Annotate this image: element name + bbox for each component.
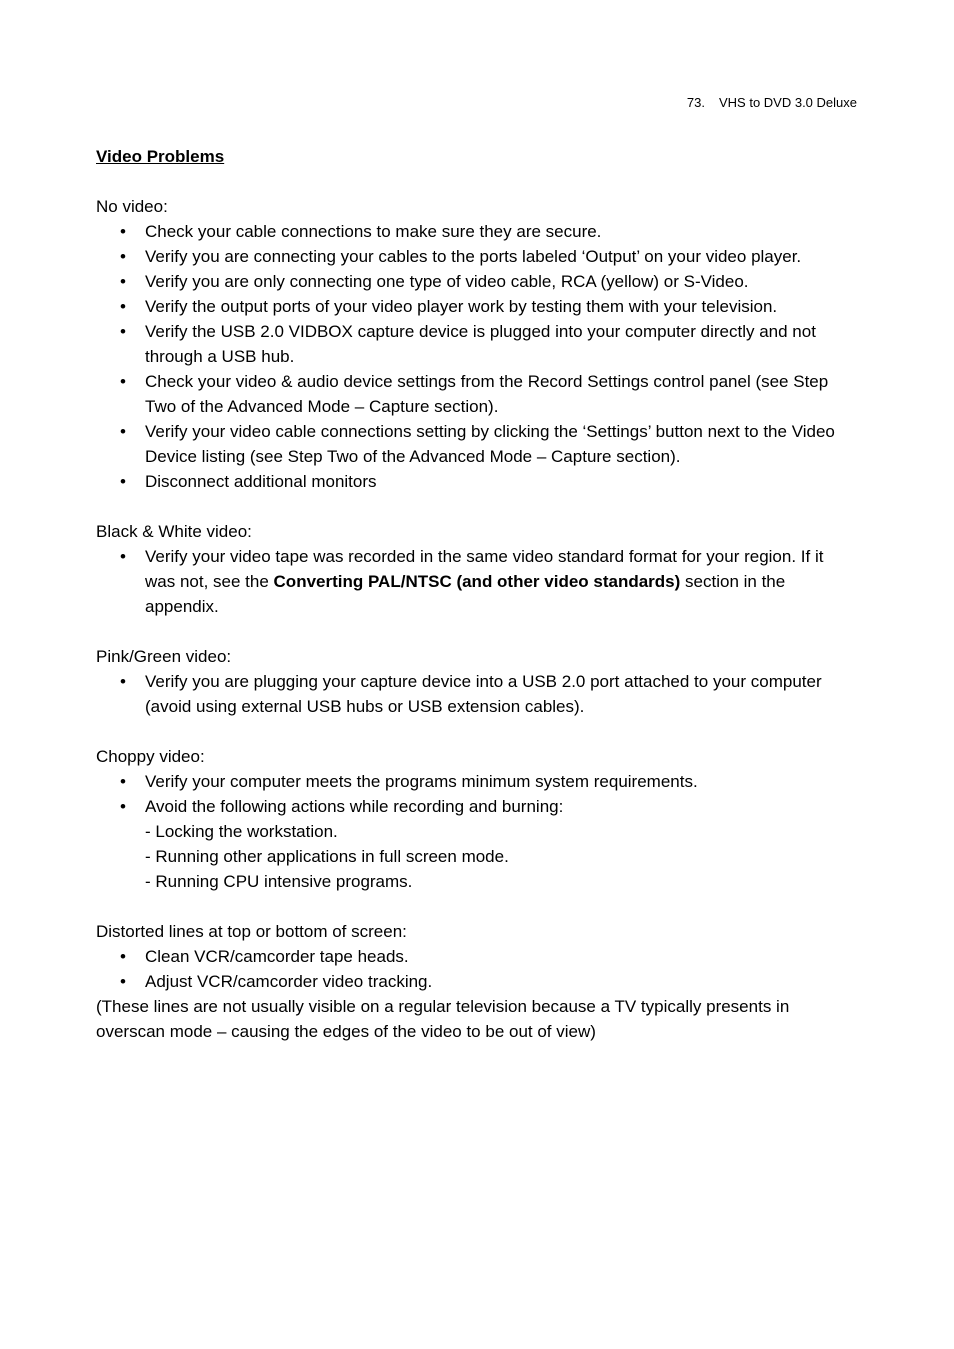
- page-content: [96, 144, 858, 1044]
- bullet-list: [96, 944, 858, 994]
- section-heading: Pink/Green video:: [96, 647, 232, 666]
- page-number: 73.: [686, 95, 705, 110]
- list-item: [145, 794, 858, 894]
- list-item: • Clean VCR/camcorder tape heads.: [145, 944, 858, 969]
- list-item: • Check your video & audio device settings from the Record Settings control panel (see Step Two of the Advanced Mode – Capture section).: [145, 369, 858, 419]
- page-header: [687, 95, 857, 111]
- section-heading: Black & White video:: [96, 522, 252, 541]
- bullet-list: [96, 769, 858, 894]
- list-item-text: • Avoid the following actions while recording and burning:: [145, 797, 564, 816]
- section-black-white-video: [96, 519, 858, 619]
- list-item: • Verify your computer meets the programs minimum system requirements.: [145, 769, 858, 794]
- list-item: • Verify the USB 2.0 VIDBOX capture device is plugged into your computer directly and not through a USB hub.: [145, 319, 858, 369]
- list-item: • Disconnect additional monitors: [145, 469, 858, 494]
- section-heading: Distorted lines at top or bottom of screen:: [96, 922, 407, 941]
- list-item: [145, 544, 858, 619]
- list-item-text: Verify your video tape was recorded in the same video standard format for your region. If it was not, see the: [145, 547, 824, 591]
- sub-list-line: - Running CPU intensive programs.: [145, 872, 413, 891]
- list-item-text: section in the appendix.: [145, 572, 786, 616]
- list-item: • Check your cable connections to make sure they are secure.: [145, 219, 858, 244]
- page-title: Video Problems: [96, 147, 225, 166]
- list-item: • Verify you are connecting your cables to the ports labeled ‘Output’ on your video player.: [145, 244, 858, 269]
- list-item: • Verify you are only connecting one type of video cable, RCA (yellow) or S-Video.: [145, 269, 858, 294]
- section-distorted-lines: [96, 919, 858, 1044]
- list-item: • Verify you are plugging your capture device into a USB 2.0 port attached to your computer (avoid using external USB hubs or USB extension cables).: [145, 669, 858, 719]
- list-item: • Adjust VCR/camcorder video tracking.: [145, 969, 858, 994]
- note-text: (These lines are not usually visible on a regular television because a TV typically presents in overscan mode – causing the edges of the video to be out of view): [96, 997, 790, 1041]
- section-choppy-video: [96, 744, 858, 894]
- list-item: • Verify your video cable connections setting by clicking the ‘Settings’ button next to the Video Device listing (see Step Two of the Advanced Mode – Capture section).: [145, 419, 858, 469]
- section-heading: Choppy video:: [96, 747, 205, 766]
- sub-list-line: - Running other applications in full screen mode.: [145, 847, 509, 866]
- section-heading: No video:: [96, 197, 168, 216]
- document-title: VHS to DVD 3.0 Deluxe: [718, 95, 857, 110]
- section-no-video: [96, 194, 858, 494]
- bullet-list: [96, 669, 858, 719]
- list-item: • Verify the output ports of your video player work by testing them with your television.: [145, 294, 858, 319]
- section-pink-green-video: [96, 644, 858, 719]
- section-reference: Converting PAL/NTSC (and other video standards): [273, 572, 681, 591]
- sub-list-line: - Locking the workstation.: [145, 822, 338, 841]
- bullet-list: [96, 544, 858, 619]
- bullet-list: [96, 219, 858, 494]
